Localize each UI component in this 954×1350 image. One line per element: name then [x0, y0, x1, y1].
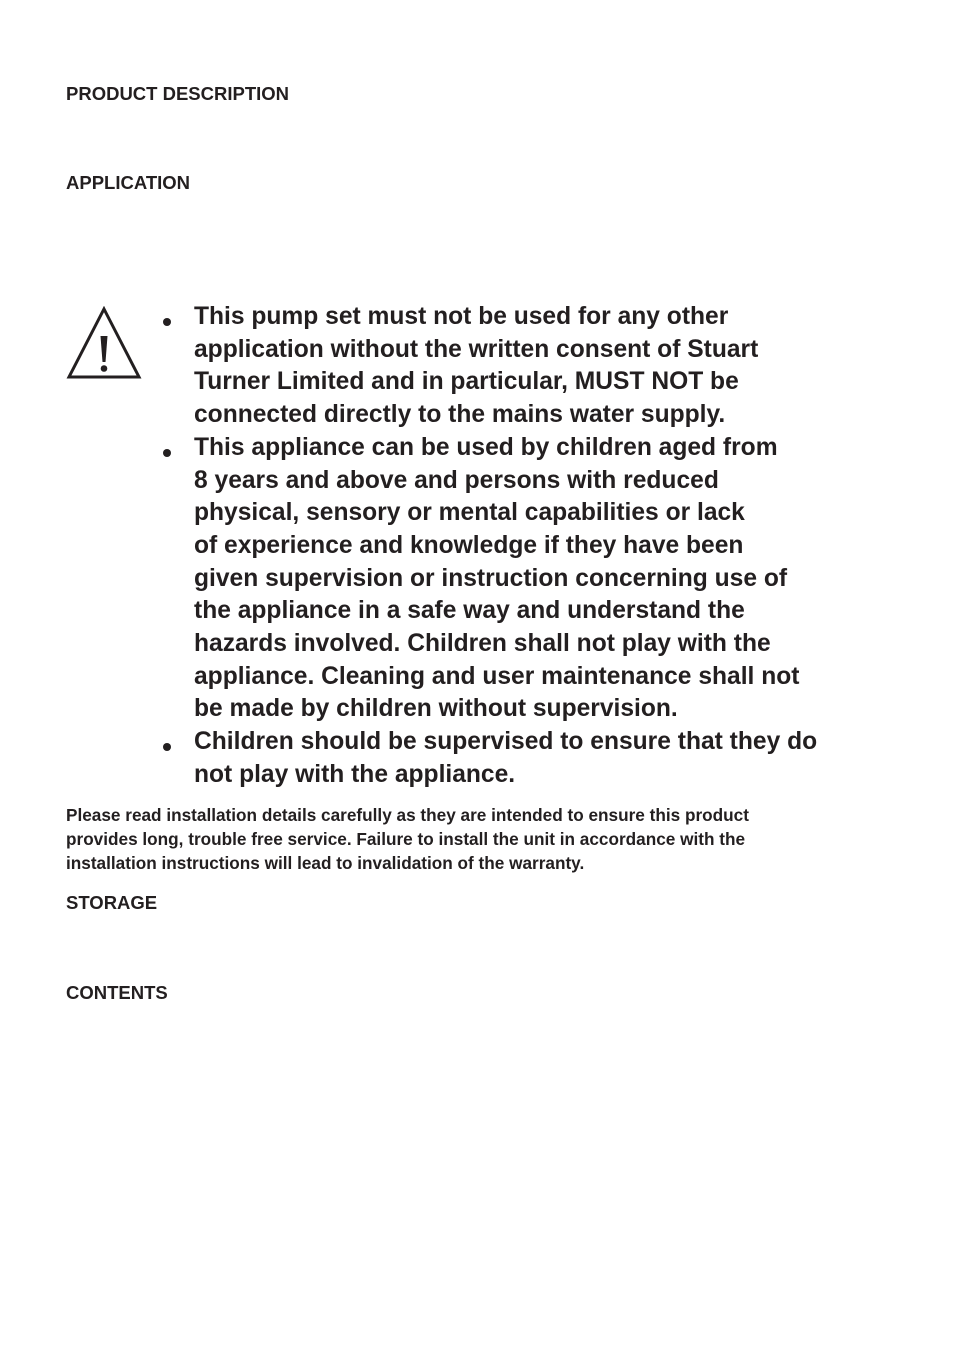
bullet-dot	[163, 743, 171, 751]
bullet-line: application without the written consent of Stuart	[194, 335, 759, 363]
bullet-line: hazards involved. Children shall not play with the	[194, 630, 771, 658]
heading-product-description: PRODUCT DESCRIPTION	[66, 83, 290, 104]
warning-triangle-icon	[66, 306, 142, 380]
bullet-line: connected directly to the mains water supply.	[194, 401, 726, 429]
bullet-line: given supervision or instruction concerning use of	[194, 564, 788, 592]
bullet-dot	[163, 449, 171, 457]
bullet-item	[160, 301, 920, 432]
heading-contents: CONTENTS	[66, 982, 168, 1003]
note-line: Please read installation details carefully as they are intended to ensure this product	[66, 805, 749, 825]
bullet-dot	[163, 318, 171, 326]
installation-note	[66, 803, 896, 875]
note-line: installation instructions will lead to invalidation of the warranty.	[66, 853, 585, 873]
bullet-line: This pump set must not be used for any other	[194, 303, 729, 330]
bullet-item	[160, 432, 920, 726]
warning-bullet-list	[160, 301, 920, 792]
note-line: provides long, trouble free service. Failure to install the unit in accordance with the	[66, 829, 746, 849]
bullet-line: This appliance can be used by children aged from	[194, 433, 778, 461]
bullet-line: of experience and knowledge if they have been	[194, 531, 744, 559]
bullet-item	[160, 726, 920, 791]
bullet-line: Children should be supervised to ensure that they do	[194, 728, 818, 756]
bullet-line: Turner Limited and in particular, MUST NOT be	[194, 368, 739, 396]
bullet-line: be made by children without supervision.	[194, 695, 678, 723]
bullet-line: 8 years and above and persons with reduced	[194, 466, 719, 494]
heading-storage: STORAGE	[66, 892, 158, 913]
bullet-line: not play with the appliance.	[194, 760, 516, 788]
heading-application: APPLICATION	[66, 172, 191, 193]
bullet-line: physical, sensory or mental capabilities or lack	[194, 499, 745, 527]
bullet-line: appliance. Cleaning and user maintenance shall not	[194, 662, 800, 690]
bullet-line: the appliance in a safe way and understand the	[194, 597, 745, 625]
